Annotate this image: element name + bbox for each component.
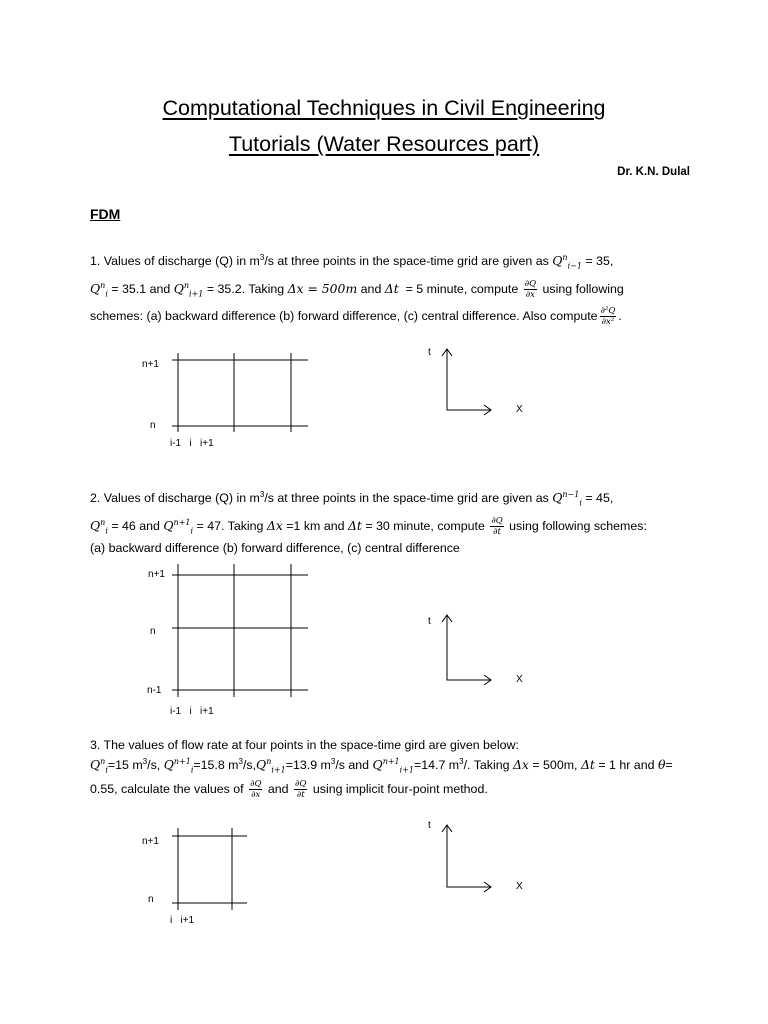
grid1-row-top: n+1 bbox=[142, 359, 159, 370]
grid1-cols: i-1 i i+1 bbox=[170, 438, 214, 449]
grid3-cols: i i+1 bbox=[170, 915, 195, 926]
axis2-x: X bbox=[516, 674, 523, 685]
axis3-x: X bbox=[516, 881, 523, 892]
question-3: 3. The values of flow rate at four points in the space-time gird are given below: $Q^n_i=15$ $m^3/s$, $Q^{n+1}_i=15.8$ $m^3/s,Q^n_{i+1}=13.9$ $m^3/s$ and $Q^{n+1}_{i+1}=14.7$ $m^3/$. Taking Δx = 500m, Δt = 1 hr and θ= 0.55, calculate the values of $\frac{\partial Q}{\partial x}$ and $\frac{\partial Q}{\partial t}$ using implicit four-point method. bbox=[90, 738, 673, 801]
grid2-cols: i-1 i i+1 bbox=[170, 706, 214, 717]
grid-1 bbox=[172, 353, 308, 432]
axis3-t: t bbox=[428, 820, 431, 831]
author: Dr. K.N. Dulal bbox=[617, 166, 690, 178]
axis1-t: t bbox=[428, 347, 431, 358]
grid2-row-mid: n bbox=[150, 626, 156, 637]
grid3-row-bot: n bbox=[148, 894, 154, 905]
axes-1 bbox=[442, 349, 491, 415]
axis2-t: t bbox=[428, 616, 431, 627]
grid2-row-top: n+1 bbox=[148, 569, 165, 580]
doc-title: Computational Techniques in Civil Engineering bbox=[162, 96, 606, 120]
doc-subtitle: Tutorials (Water Resources part) bbox=[228, 132, 540, 156]
axis1-x: X bbox=[516, 404, 523, 415]
axes-2 bbox=[442, 615, 491, 685]
section-heading: FDM bbox=[90, 206, 121, 222]
grid-2 bbox=[172, 564, 308, 697]
axes-3 bbox=[442, 825, 491, 892]
question-1: 1. Values of discharge (Q) in $m^3/s$ at three points in the space-time grid are given as $Q^n_{i-1} = 35$, $Q^n_i = 35.1$ and $Q^n_{i+1} = 35.2$. Taking Δx = 500m and Δt = 5 minute, compute $\frac{\partial Q}{\partial x}$ using following schemes: (a) backward difference (b) forward difference, (c) central difference. Also compute $\frac{\text{∂²Q}}{\text{∂x²}}$ . bbox=[90, 252, 624, 328]
grid1-row-bot: n bbox=[150, 420, 156, 431]
grid-3 bbox=[172, 828, 247, 910]
grid3-row-top: n+1 bbox=[142, 836, 159, 847]
question-2: 2. Values of discharge (Q) in $m^3/s$ at three points in the space-time grid are given as $Q^{n-1}_i = 45$, $Q^n_i = 46$ and $Q^{n+1}_i = 47$. Taking Δx =1 km and Δt = 30 minute, compute $\frac{\partial Q}{\partial t}$ using following schemes: (a) backward difference (b) forward difference, (c) central difference bbox=[90, 489, 647, 555]
grid2-row-bot: n-1 bbox=[147, 685, 162, 696]
